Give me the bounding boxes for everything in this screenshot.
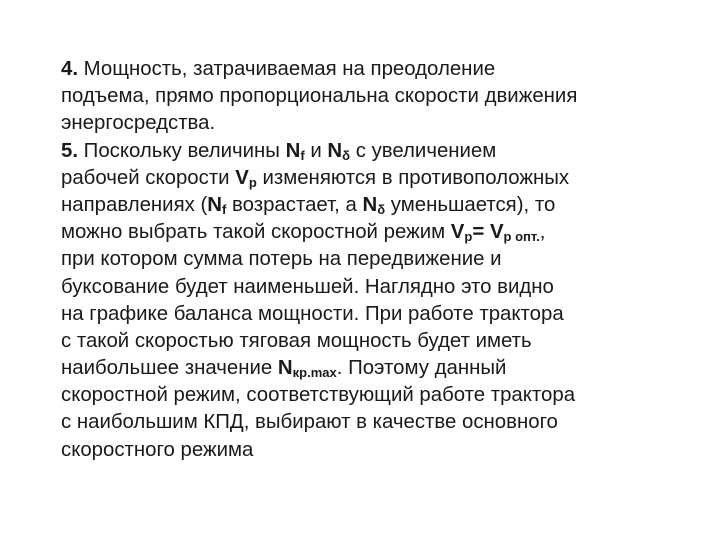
symbol-subscript: δ (377, 201, 386, 217)
item-number: 5. (61, 139, 79, 162)
text-span: наибольшее значение (61, 357, 278, 380)
text-span: . Поэтому данный (336, 357, 507, 380)
symbol-subscript: р (464, 229, 473, 245)
symbol-v: V (489, 221, 504, 244)
text-span: рабочей скорости (61, 166, 236, 189)
symbol-subscript: р опт. (503, 229, 540, 245)
text-span: изменяются в противоположных (256, 166, 570, 189)
symbol-n: N (277, 357, 293, 380)
symbol-subscript: f (300, 147, 305, 163)
text-line (61, 219, 691, 246)
symbol-n: N (207, 193, 223, 216)
symbol-v: V (235, 166, 249, 189)
text-line (61, 192, 691, 219)
text-span: можно выбрать такой скоростной режим (61, 221, 451, 244)
text-span: возрастает, а (226, 193, 363, 216)
text-line: с наибольшим КПД, выбирают в качестве основного (61, 411, 558, 434)
item-number: 4. (61, 58, 79, 80)
text-line (61, 165, 691, 192)
symbol-v: V (450, 221, 465, 244)
symbol-n: N (362, 193, 378, 216)
symbol-n: N (285, 139, 301, 162)
text-line (61, 56, 691, 83)
text-line: скоростного режима (61, 438, 254, 461)
text-line: с такой скоростью тяговая мощность будет иметь (61, 329, 532, 352)
text-span: с увеличением (350, 139, 497, 162)
text-line: подъема, прямо пропорциональна скорости движения (61, 85, 578, 108)
text-line (61, 138, 691, 165)
text-span: Поскольку величины (78, 139, 286, 162)
text-line: при котором сумма потерь на передвижение и (61, 248, 502, 271)
text-line: буксование будет наименьшей. Наглядно это видно (61, 275, 554, 298)
text-line: скоростной режим, соответствующий работе трактора (61, 384, 576, 407)
symbol-subscript: р (248, 174, 257, 190)
text-line: на графике баланса мощности. При работе трактора (61, 302, 564, 325)
symbol-subscript: δ (342, 147, 351, 163)
body-text (61, 56, 691, 464)
text-span: , (539, 221, 546, 244)
text-span: Мощность, затрачиваемая на преодоление (78, 58, 496, 80)
text-line (61, 355, 691, 382)
symbol-subscript: кр.max (292, 365, 337, 381)
symbol-n: N (327, 139, 343, 162)
text-span: уменьшается), то (385, 193, 556, 216)
equals-sign: = (472, 221, 490, 244)
text-span: и (304, 139, 328, 162)
symbol-subscript: f (222, 201, 227, 217)
text-line: энергосредства. (61, 112, 216, 135)
text-span: направлениях ( (61, 193, 208, 216)
